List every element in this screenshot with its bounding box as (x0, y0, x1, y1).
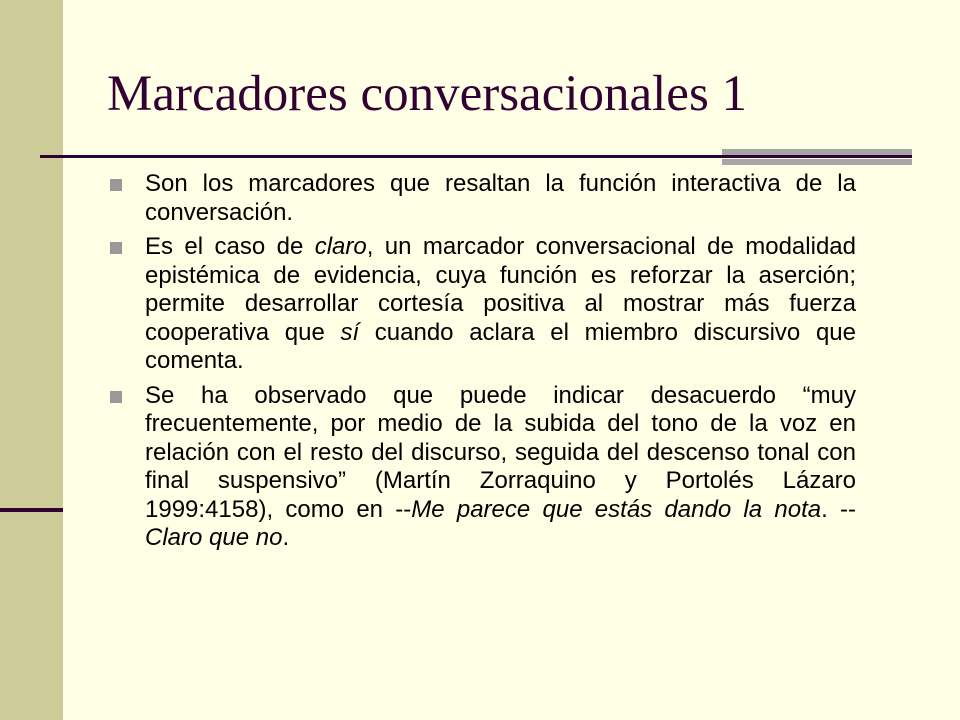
bullet-item (108, 233, 856, 376)
square-bullet-icon (110, 242, 122, 254)
bullet-text-segment: cuando aclara el miembro discursivo que comenta. (145, 318, 856, 374)
bullet-text-segment: Son los marcadores que resaltan la función interactiva de la conversación. (145, 170, 856, 226)
bullet-text-segment: . (282, 524, 290, 551)
left-decorative-bar (0, 0, 63, 720)
bullet-text-italic: Claro que no (145, 524, 283, 551)
bullet-text-italic: claro (314, 233, 367, 260)
bullet-item (108, 170, 856, 227)
title-rule-dark (40, 155, 912, 158)
square-bullet-icon (110, 179, 122, 191)
bullet-text-italic: sí (340, 318, 360, 346)
square-bullet-icon (110, 391, 122, 403)
slide-title: Marcadores conversacionales 1 (107, 66, 748, 122)
bullet-text (145, 170, 856, 226)
bullet-text-segment: , un marcador conversacional de modalidad epistémica de evidencia, cuya función es reforzar la aserción; permite desarrollar cortesía positiva al mostrar más fuerza cooperativa que (145, 233, 856, 346)
bullet-item (108, 382, 856, 553)
left-accent-line (0, 508, 63, 512)
bullet-text-segment: . -- (821, 495, 857, 523)
title-rule-grey-bottom (722, 159, 912, 165)
bullet-text (145, 233, 856, 374)
bullet-text-segment: Es el caso de (145, 233, 315, 260)
bullet-text-italic: Me parece que estás dando la nota (411, 495, 822, 523)
bullet-text (145, 382, 856, 552)
bullet-text-segment: Se ha observado que puede indicar desacuerdo “muy frecuentemente, por medio de la subida del tono de la voz en relación con el resto del discurso, seguida del descenso tonal con final suspensivo” (Martín Zorraquino y Portolés Lázaro 1999:4158), como en -- (145, 381, 856, 523)
bullet-list (108, 170, 856, 559)
